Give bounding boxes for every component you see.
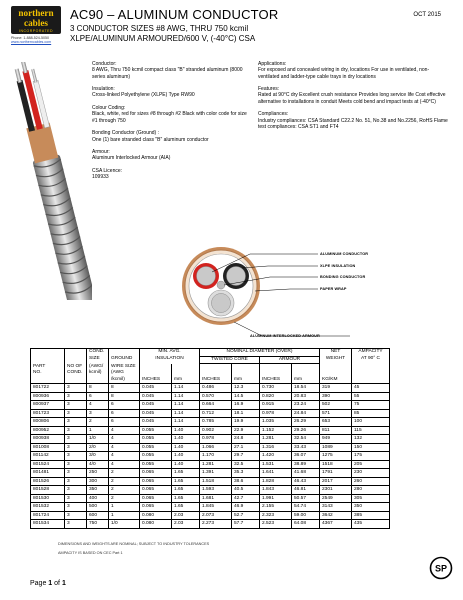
table-cell: 500 (87, 503, 109, 512)
table-cell: 2301 (320, 486, 352, 495)
table-cell: 24.8 (232, 435, 260, 444)
table-cell: 3 (65, 486, 87, 495)
table-cell: 46.43 (292, 477, 320, 486)
table-cell: 32.54 (292, 435, 320, 444)
table-cell: 801530 (31, 494, 65, 503)
table-cell: 800937 (31, 401, 65, 410)
table-cell: 100 (352, 418, 390, 427)
table-cell: 23.24 (292, 401, 320, 410)
table-cell: 20.83 (292, 392, 320, 401)
table-cell: 1.14 (172, 409, 200, 418)
table-cell: 0.065 (140, 477, 172, 486)
table-cell: 6 (109, 401, 140, 410)
spec-insulation: Insulation: Cross-linked Polyethylene (XLPE) Type RW90 (92, 86, 195, 99)
table-cell: 50.57 (292, 494, 320, 503)
table-row (31, 426, 390, 435)
table-cell: 319 (320, 384, 352, 393)
th-armour: ARMOUR (260, 356, 320, 364)
table-cell: 801722 (31, 384, 65, 393)
table-cell: 38.6 (232, 477, 260, 486)
table-cell: 1.991 (260, 494, 292, 503)
table-row (31, 520, 390, 529)
table-row (31, 511, 390, 520)
subtitle-rating: XLPE/ALUMINUM ARMOURED/600 V, (-40°C) CSA (70, 34, 256, 43)
table-cell: 29.26 (292, 426, 320, 435)
table-cell: 132 (352, 435, 390, 444)
table-cell: 2.03 (172, 511, 200, 520)
table-body (31, 384, 390, 529)
table-cell: 3/0 (87, 452, 109, 461)
table-cell: 2 (87, 418, 109, 427)
table-cell: 0.045 (140, 384, 172, 393)
table-cell: 2.073 (200, 511, 232, 520)
table-cell: 2/0 (87, 443, 109, 452)
table-cell: 2.523 (260, 520, 292, 529)
table-cell: 1.843 (260, 486, 292, 495)
th-nof-2: NO OF (65, 364, 87, 371)
th-part-1 (31, 356, 65, 364)
table-cell: 949 (320, 435, 352, 444)
subtitle-sizes: 3 CONDUCTOR SIZES #8 AWG, THRU 750 kcmil (70, 24, 249, 33)
table-cell: 3 (65, 460, 87, 469)
table-cell: 3 (65, 503, 87, 512)
table-cell: 6 (109, 418, 140, 427)
th-ampacity: AMPACITY (352, 349, 390, 357)
th-ground-4: /kcmil) (109, 377, 140, 384)
spec-applications: Applications: For exposed and concealed wiring in dry, locations For use in ventilated, non-ventilated and ladder-type cable trays in dry locations (258, 61, 430, 80)
table-cell: 800938 (31, 435, 65, 444)
table-cell: 4 (109, 435, 140, 444)
logo-text (13, 8, 59, 28)
table-cell: 1.391 (200, 469, 232, 478)
table-cell: 0.785 (200, 418, 232, 427)
th-cond-2: SIZE (87, 356, 109, 364)
table-cell: 801524 (31, 460, 65, 469)
csa-mark-text: SP (434, 563, 448, 574)
table-cell: 0.045 (140, 409, 172, 418)
table-cell: 6 (109, 409, 140, 418)
table-cell: 600 (87, 511, 109, 520)
label-bonding-conductor: BONDING CONDUCTOR (320, 275, 366, 279)
table-cell: 300 (87, 477, 109, 486)
table-cell: 1.40 (172, 443, 200, 452)
table-cell: 16.9 (232, 401, 260, 410)
note-dimensions: DIMENSIONS AND WEIGHTS ARE NOMINAL; SUBJECT TO INDUSTRY TOLERANCES (58, 542, 210, 546)
th-part-3: NO. (31, 370, 65, 377)
cross-section-svg (150, 246, 450, 348)
th-nof-3: COND. (65, 370, 87, 377)
table-cell: 801534 (31, 520, 65, 529)
left-spec-column (92, 61, 247, 187)
table-cell: 205 (352, 460, 390, 469)
table-cell: 250 (87, 469, 109, 478)
table-cell: 1791 (320, 469, 352, 478)
table-row (31, 418, 390, 427)
table-cell: 1275 (320, 452, 352, 461)
th-unit-mm-3: mm (292, 377, 320, 384)
label-xlpe-insulation: XLPE INSULATION (320, 264, 356, 268)
table-cell: 1.281 (200, 460, 232, 469)
table-cell: 1.316 (260, 443, 292, 452)
table-row (31, 392, 390, 401)
th-part-4 (31, 377, 65, 384)
table-cell: 801528 (31, 486, 65, 495)
table-cell: 3 (65, 477, 87, 486)
th-ground-3: (AWG (109, 370, 140, 377)
contact-info (11, 36, 51, 45)
table-cell: 811 (320, 426, 352, 435)
table-cell: 75 (352, 401, 390, 410)
table-cell: 1.845 (200, 503, 232, 512)
table-cell: 0.712 (200, 409, 232, 418)
table-cell: 4367 (320, 520, 352, 529)
table-cell: 3 (65, 469, 87, 478)
table-cell: 46.81 (292, 486, 320, 495)
table-cell: 750 (87, 520, 109, 529)
th-weight: WEIGHT (320, 356, 352, 364)
logo-line2: cables (24, 18, 48, 28)
logo-tagline: INCORPORATED (19, 29, 53, 33)
table-cell: 0.065 (140, 486, 172, 495)
th-unit-inches-1: INCHES (140, 377, 172, 384)
th-part-2: PART (31, 364, 65, 371)
table-row (31, 384, 390, 393)
doc-date: OCT 2015 (413, 12, 441, 18)
table-cell: 0.978 (200, 435, 232, 444)
th-min-avg: MIN. AVG. (140, 349, 200, 357)
table-cell: 800952 (31, 426, 65, 435)
table-cell: 801142 (31, 452, 65, 461)
th-ground-1: GROUND (109, 356, 140, 364)
table-cell: 1.152 (260, 426, 292, 435)
table-cell: 46.9 (232, 503, 260, 512)
table-cell: 3 (87, 409, 109, 418)
table-cell: 0.486 (200, 384, 232, 393)
table-cell: 14.5 (232, 392, 260, 401)
table-row (31, 486, 390, 495)
table-cell: 36.07 (292, 452, 320, 461)
table-cell: 4 (109, 426, 140, 435)
table-cell: 29.7 (232, 452, 260, 461)
spec-colour-coding: Colour Coding: Black, white, red for sizes #8 through #2 Black with color code for size #1 through 750 (92, 105, 247, 124)
table-cell: 435 (352, 520, 390, 529)
table-cell: 2.03 (172, 520, 200, 529)
table-cell: 800806 (31, 418, 65, 427)
table-cell: 2.155 (260, 503, 292, 512)
table-cell: 3 (65, 511, 87, 520)
table-cell: 35.3 (232, 469, 260, 478)
company-logo (11, 6, 61, 34)
table-cell: 57.7 (232, 520, 260, 529)
table-row (31, 452, 390, 461)
table-cell: 801723 (31, 409, 65, 418)
table-cell: 0.065 (140, 494, 172, 503)
th-nof-4 (65, 377, 87, 384)
table-cell: 1.65 (172, 469, 200, 478)
table-cell: 2 (109, 486, 140, 495)
table-cell: 32.5 (232, 460, 260, 469)
table-cell: 1.420 (260, 452, 292, 461)
th-cond-5 (87, 377, 109, 384)
th-unit-mm-2: mm (232, 377, 260, 384)
th-ground-2: WIRE SIZE (109, 364, 140, 371)
table-row (31, 443, 390, 452)
table-cell: 400 (87, 494, 109, 503)
table-cell: 41.68 (292, 469, 320, 478)
table-cell: 0.055 (140, 435, 172, 444)
table-cell: 45 (352, 384, 390, 393)
table-cell: 0.730 (260, 384, 292, 393)
table-cell: 1.066 (200, 443, 232, 452)
table-cell: 8 (87, 384, 109, 393)
table-cell: 260 (352, 477, 390, 486)
table-cell: 0.045 (140, 418, 172, 427)
table-cell: 1.518 (200, 477, 232, 486)
label-paper-wrap: PAPER WRAP (320, 287, 347, 291)
table-cell: 1.65 (172, 486, 200, 495)
table-cell: 350 (352, 503, 390, 512)
cross-section-diagram (150, 246, 450, 348)
table-cell: 18.54 (292, 384, 320, 393)
table-cell: 1.170 (200, 452, 232, 461)
table-cell: 1.828 (260, 477, 292, 486)
table-cell: 4 (109, 443, 140, 452)
table-cell: 0.055 (140, 452, 172, 461)
table-cell: 8 (109, 384, 140, 393)
table-cell: 2017 (320, 477, 352, 486)
table-cell: 3 (65, 520, 87, 529)
table-row (31, 494, 390, 503)
table-row (31, 401, 390, 410)
th-nof-1 (65, 356, 87, 364)
table-cell: 175 (352, 452, 390, 461)
spec-csa-licence: CSA Licence: 109933 (92, 168, 123, 181)
table-cell: 1518 (320, 460, 352, 469)
table-cell: 22.9 (232, 426, 260, 435)
table-cell: 38.89 (292, 460, 320, 469)
table-cell: 33.43 (292, 443, 320, 452)
table-cell: 54.74 (292, 503, 320, 512)
table-cell: 42.7 (232, 494, 260, 503)
spec-table (30, 348, 390, 529)
table-cell: 1 (109, 503, 140, 512)
table-cell: 1.40 (172, 435, 200, 444)
table-cell: 3 (65, 418, 87, 427)
table-cell: 3 (65, 452, 87, 461)
right-spec-column (258, 61, 448, 137)
table-cell: 0.055 (140, 460, 172, 469)
table-cell: 4 (87, 401, 109, 410)
table-cell: 1 (87, 426, 109, 435)
table-cell: 305 (352, 494, 390, 503)
table-cell: 0.664 (200, 401, 232, 410)
table-cell: 115 (352, 426, 390, 435)
table-cell: 1.14 (172, 384, 200, 393)
table-cell: 0.080 (140, 511, 172, 520)
table-cell: 8 (109, 392, 140, 401)
cable-illustration (10, 62, 92, 300)
table-cell: 801526 (31, 477, 65, 486)
table-cell: 27.1 (232, 443, 260, 452)
table-cell: 4/0 (87, 460, 109, 469)
table-cell: 1.14 (172, 401, 200, 410)
table-cell: 40.5 (232, 486, 260, 495)
table-cell: 0.065 (140, 469, 172, 478)
table-cell: 2 (109, 469, 140, 478)
page-number: Page 1 of 1 (30, 580, 66, 587)
table-cell: 3 (65, 443, 87, 452)
table-cell: 18.1 (232, 409, 260, 418)
table-row (31, 435, 390, 444)
table-cell: 1.65 (172, 494, 200, 503)
table-cell: 3 (65, 384, 87, 393)
table-cell: 6 (87, 392, 109, 401)
th-cond: COND. (87, 349, 109, 357)
table-cell: 1.14 (172, 418, 200, 427)
table-cell: 1.65 (172, 503, 200, 512)
spec-armour: Armour: Aluminum Interlocked Armour (AIA) (92, 149, 171, 162)
table-cell: 571 (320, 409, 352, 418)
table-cell: 3 (65, 435, 87, 444)
table-cell: 2 (109, 477, 140, 486)
table-cell: 385 (352, 511, 390, 520)
website-link[interactable]: www.northerncables.com (11, 40, 52, 45)
table-cell: 1.40 (172, 452, 200, 461)
table-cell: 4 (109, 460, 140, 469)
table-cell: 2.273 (200, 520, 232, 529)
th-net: NET (320, 349, 352, 357)
table-cell: 0.915 (260, 401, 292, 410)
th-unit-blank (352, 377, 390, 384)
label-interlocked-armour: ALUMINUM INTERLOCKED ARMOUR (250, 334, 320, 338)
table-cell: 1/0 (87, 435, 109, 444)
table-row (31, 409, 390, 418)
table-cell: 3 (65, 392, 87, 401)
table-cell: 1.035 (260, 418, 292, 427)
table-cell: 653 (320, 418, 352, 427)
table-cell: 2 (109, 494, 140, 503)
table-cell: 55 (352, 392, 390, 401)
table-cell: 230 (352, 469, 390, 478)
th-twisted-core: TWISTED CORE (200, 356, 260, 364)
th-unit-mm-1: mm (172, 377, 200, 384)
table-cell: 3 (65, 401, 87, 410)
th-at-90: AT 90° C (352, 356, 390, 364)
th-nominal-diameter: NOMINAL DIAMETER (OVER) (200, 349, 320, 357)
table-cell: 0.080 (140, 520, 172, 529)
spec-features: Features: Rated at 90°C dry Excellent crush resistance Provides long service life Cost effective alternative to installations in conduit Meets cold bend and impact tests at (-40°C) (258, 86, 446, 105)
table-cell: 390 (320, 392, 352, 401)
phone-number: Phone: 1-888-524-5050 (11, 36, 49, 40)
table-cell: 24.84 (292, 409, 320, 418)
table-row (31, 469, 390, 478)
table-row (31, 503, 390, 512)
table-cell: 2549 (320, 494, 352, 503)
th-cond-4: kcmil) (87, 370, 109, 377)
table-cell: 1/0 (109, 520, 140, 529)
spec-compliances: Compliances: Industry compliances: CSA Standard C22.2 No. 51, No.38 and No.2256, RoHS Flame test compliances: CSA ST1 and FT4 (258, 111, 448, 130)
table-cell: 0.820 (260, 392, 292, 401)
table-cell: 3 (65, 426, 87, 435)
th-insulation: INSULATION (140, 356, 200, 364)
table-cell: 801008 (31, 443, 65, 452)
table-cell: 350 (87, 486, 109, 495)
th-unit-inches-3: INCHES (260, 377, 292, 384)
csa-certification-mark (429, 556, 453, 580)
table-cell: 801481 (31, 469, 65, 478)
table-cell: 19.9 (232, 418, 260, 427)
table-row (31, 460, 390, 469)
table-cell: 3 (65, 409, 87, 418)
table-cell: 1.531 (260, 460, 292, 469)
table-row (31, 477, 390, 486)
table-cell: 0.055 (140, 426, 172, 435)
table-cell: 26.29 (292, 418, 320, 427)
table-cell: 1089 (320, 443, 352, 452)
table-cell: 801724 (31, 511, 65, 520)
table-cell: 0.055 (140, 443, 172, 452)
table-cell: 3 (65, 494, 87, 503)
spec-bonding: Bonding Conductor (Ground) : One (1) bare stranded class "B" aluminum conductor (92, 130, 209, 143)
label-aluminum-conductor: ALUMINUM CONDUCTOR (320, 252, 369, 256)
table-cell: 3143 (320, 503, 352, 512)
table-cell: 64.08 (292, 520, 320, 529)
table-cell: 59.00 (292, 511, 320, 520)
page-title: AC90 – ALUMINUM CONDUCTOR (70, 7, 279, 22)
table-cell: 1.641 (260, 469, 292, 478)
table-cell: 52.7 (232, 511, 260, 520)
table-cell: 0.570 (200, 392, 232, 401)
table-cell: 0.978 (260, 409, 292, 418)
logo-line1: northern (18, 8, 54, 18)
th-ground (109, 349, 140, 357)
table-cell: 3642 (320, 511, 352, 520)
table-cell: 1.65 (172, 477, 200, 486)
note-ampacity: AMPACITY IS BASED ON CEC Part 1 (58, 551, 123, 555)
th-cond-3: (AWG/ (87, 364, 109, 371)
table-cell: 1.681 (200, 494, 232, 503)
table-cell: 2.323 (260, 511, 292, 520)
table-cell: 0.902 (200, 426, 232, 435)
th-unit-inches-2: INCHES (200, 377, 232, 384)
table-cell: 1.14 (172, 392, 200, 401)
th-part (31, 349, 65, 357)
table-cell: 280 (352, 486, 390, 495)
table-cell: 1.281 (260, 435, 292, 444)
table-cell: 150 (352, 443, 390, 452)
table-cell: 1 (109, 511, 140, 520)
table-cell: 85 (352, 409, 390, 418)
th-nof (65, 349, 87, 357)
table-cell: 0.045 (140, 401, 172, 410)
table-cell: 801532 (31, 503, 65, 512)
table-cell: 0.065 (140, 503, 172, 512)
table-cell: 800936 (31, 392, 65, 401)
table-cell: 502 (320, 401, 352, 410)
table-cell: 4 (109, 452, 140, 461)
spec-conductor: Conductor: 8 AWG, Thru 750 kcmil compact class "B" stranded aluminum (8000 series aluminum) (92, 61, 243, 80)
table-cell: 1.40 (172, 426, 200, 435)
th-unit-kg: KG/KM (320, 377, 352, 384)
table-cell: 12.3 (232, 384, 260, 393)
table-cell: 0.045 (140, 392, 172, 401)
table-cell: 1.593 (200, 486, 232, 495)
table-cell: 1.40 (172, 460, 200, 469)
